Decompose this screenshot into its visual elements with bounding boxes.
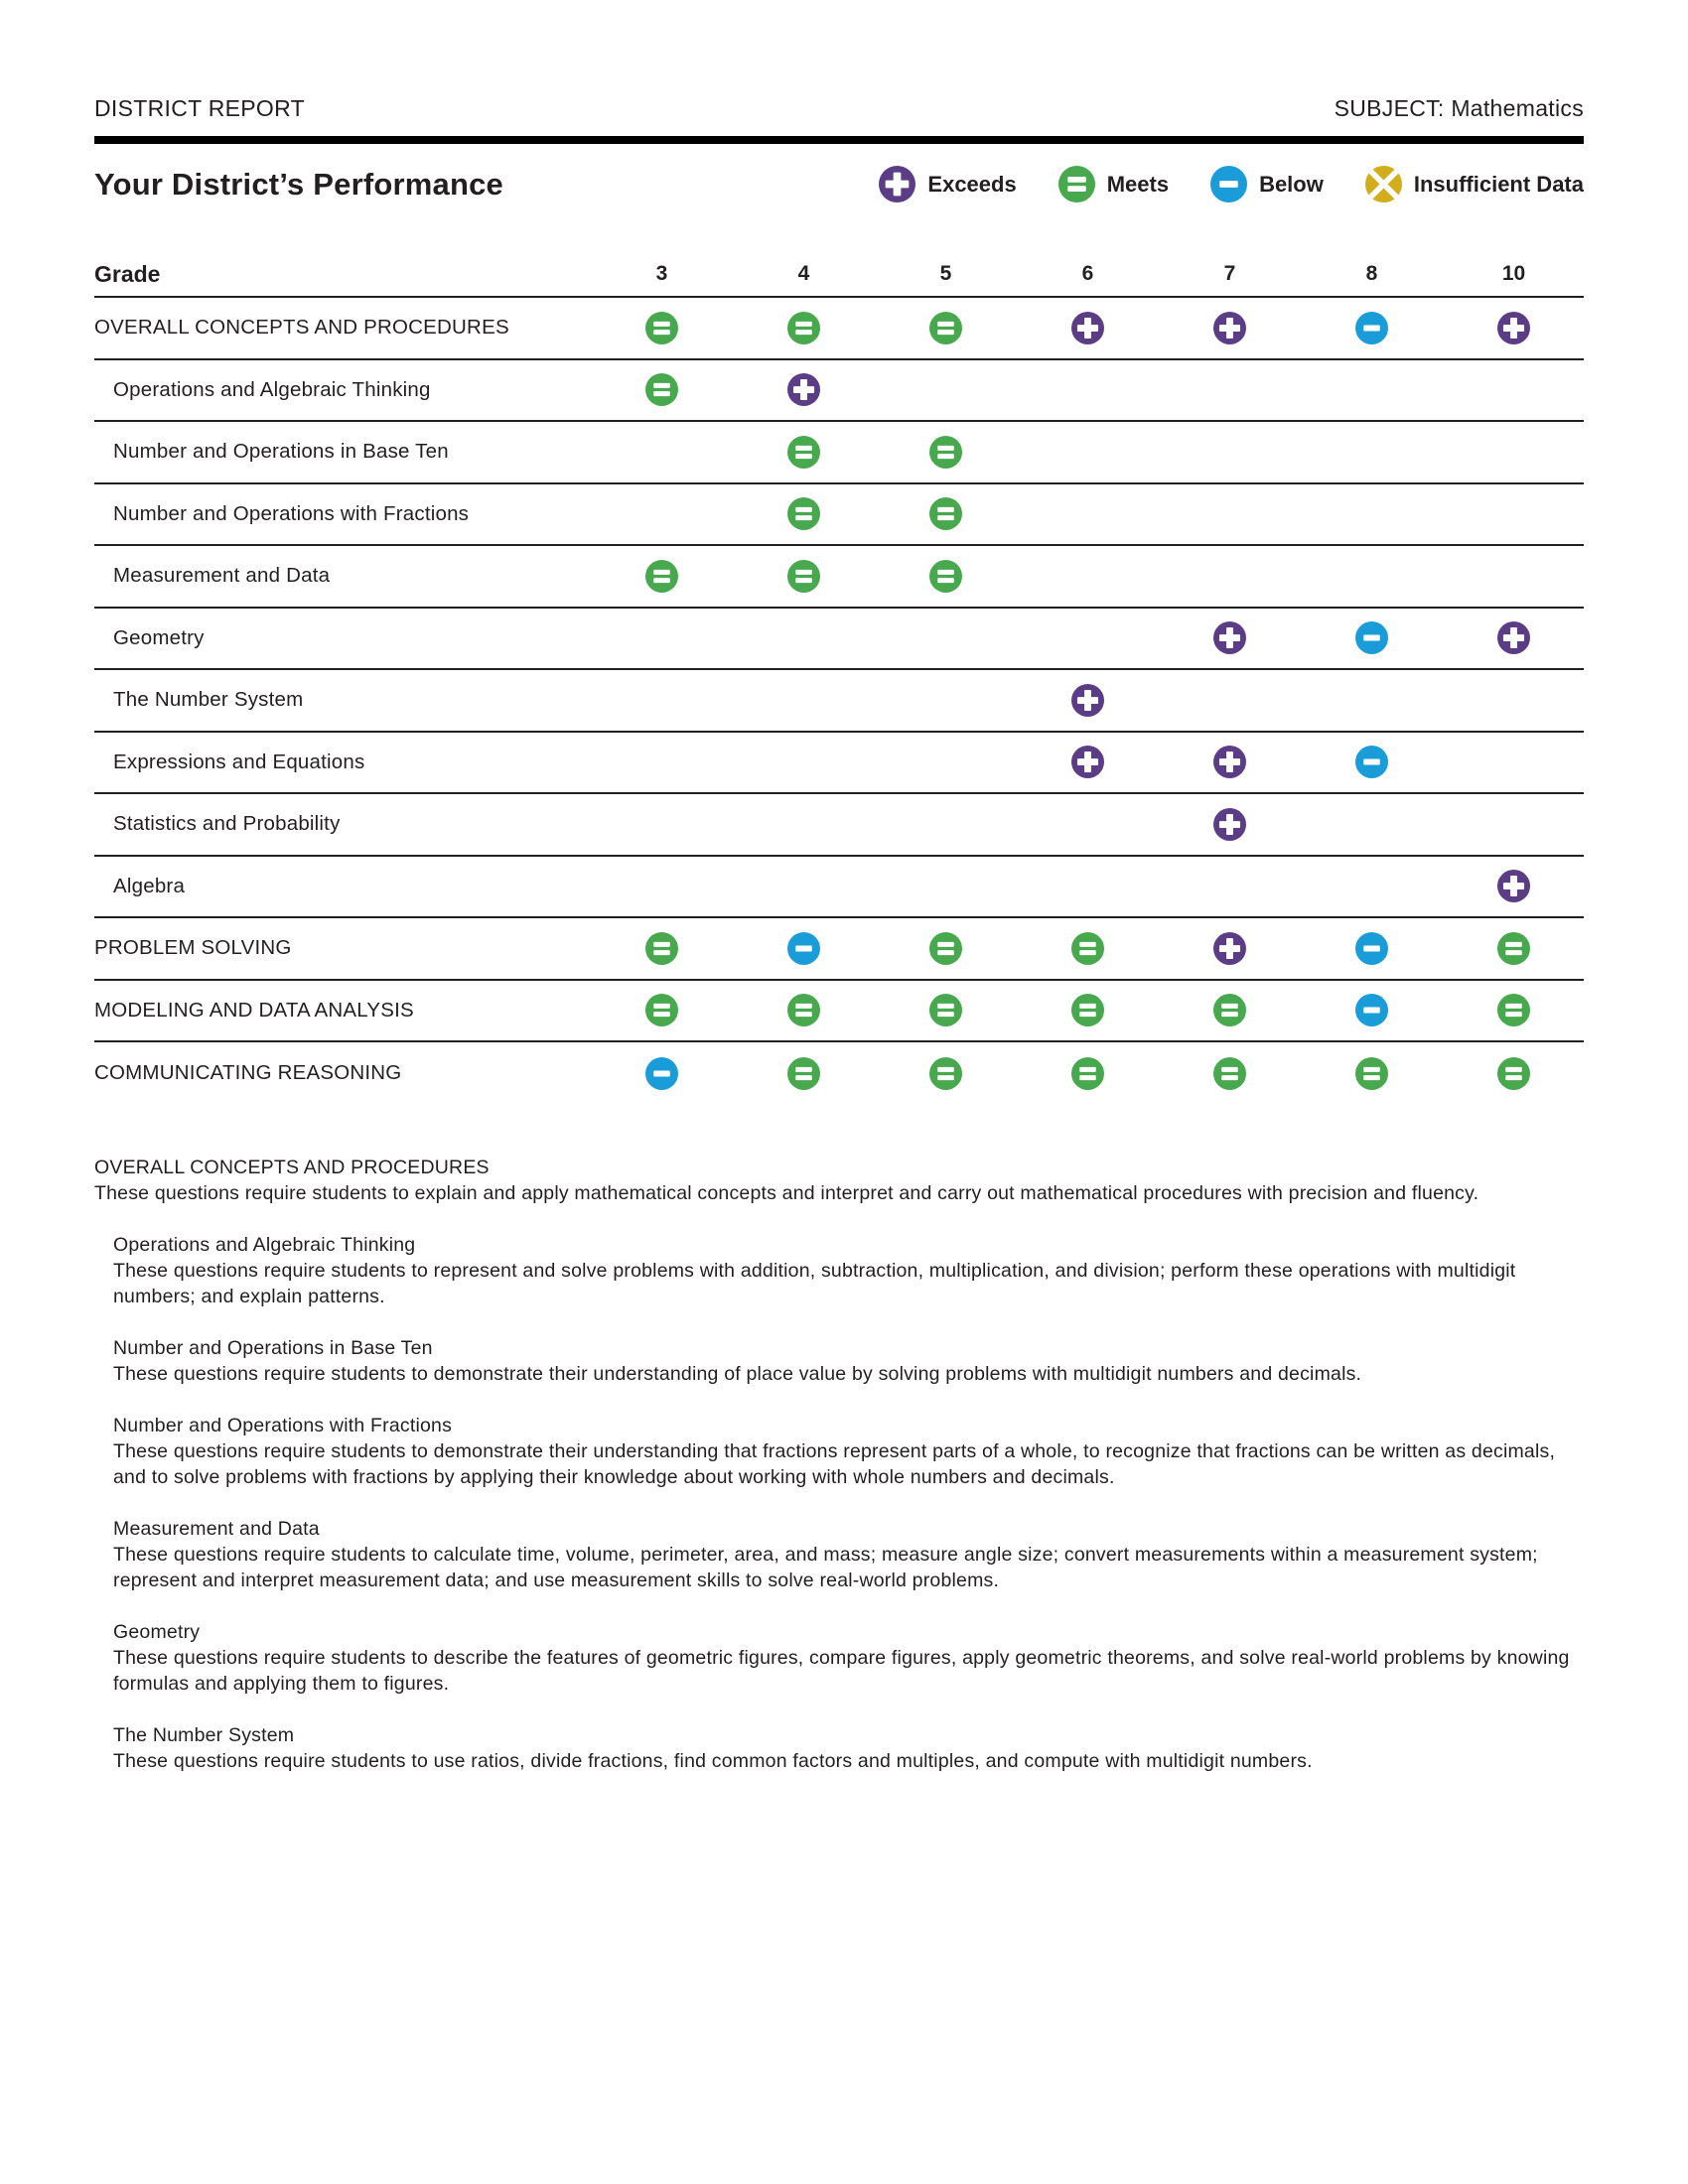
table-row [94,360,1584,423]
page-title: Your District’s Performance [94,166,503,202]
row-label: COMMUNICATING REASONING [94,1061,402,1085]
table-row [94,981,1584,1043]
meets-icon [929,560,962,593]
below-icon [787,932,820,965]
description-section [94,1155,1584,1206]
grade-cell [1017,1057,1159,1090]
section-title: The Number System [113,1723,295,1746]
row-label: The Number System [113,688,304,712]
below-icon [1355,994,1388,1026]
table-row [94,794,1584,857]
row-label: Expressions and Equations [113,750,365,773]
meets-icon [929,436,962,469]
grade-header-row [94,252,1584,298]
meets-icon [1497,1057,1530,1090]
section-title: Measurement and Data [113,1517,320,1540]
row-label: Operations and Algebraic Thinking [113,377,431,401]
table-row [94,733,1584,795]
description-section [94,1413,1584,1490]
grade-cell [1301,312,1443,344]
meets-icon [1071,994,1104,1026]
grade-cell [1301,994,1443,1026]
report-header [94,95,1584,122]
header-divider [94,136,1584,144]
section-body: These questions require students to use ratios, divide fractions, find common factors and multiples, and compute with multidigit numbers. [113,1749,1313,1772]
grade-cell [1159,994,1301,1026]
exceeds-icon [1071,312,1104,344]
grade-cell [1443,621,1585,654]
meets-icon [929,497,962,530]
grade-cell [875,932,1017,965]
subject-label: SUBJECT: Mathematics [1334,95,1584,121]
meets-icon [1213,994,1246,1026]
grade-cell [733,994,875,1026]
below-icon [1355,312,1388,344]
grade-cell [1443,870,1585,902]
grade-cell [1017,932,1159,965]
grade-cell [591,560,733,593]
grade-cell [1159,808,1301,841]
below-icon [645,1057,678,1090]
row-label: OVERALL CONCEPTS AND PROCEDURES [94,316,509,340]
below-icon [1355,621,1388,654]
grade-cell [1017,994,1159,1026]
exceeds-icon [879,166,915,203]
meets-icon [787,497,820,530]
grade-cell [1017,746,1159,778]
grade-cell [1159,312,1301,344]
grade-cell [875,994,1017,1026]
meets-icon [1355,1057,1388,1090]
grade-column-header: Grade [94,260,161,287]
table-row [94,857,1584,919]
meets-icon [1071,932,1104,965]
exceeds-icon [1213,808,1246,841]
insufficient-icon [1365,166,1402,203]
section-body: These questions require students to describe the features of geometric figures, compare figures, apply geometric theorems, and solve real-world problems by knowing formulas and applying them to figures. [113,1646,1570,1695]
meets-icon [929,1057,962,1090]
section-body: These questions require students to calculate time, volume, perimeter, area, and mass; measure angle size; convert measurements within a measurement system; represent and interpret measurement data; and use measurement skills to solve real-world problems. [113,1543,1538,1591]
meets-icon [645,932,678,965]
grade-cell [733,312,875,344]
row-label: Number and Operations with Fractions [113,501,470,525]
legend-item-below [1210,166,1324,203]
exceeds-icon [1213,312,1246,344]
grade-cell [1017,312,1159,344]
meets-icon [929,312,962,344]
grade-cell [1301,621,1443,654]
grade-cell [733,497,875,530]
exceeds-icon [1213,746,1246,778]
meets-icon [929,932,962,965]
grade-cell [1159,1057,1301,1090]
legend-item-insufficient [1365,166,1584,203]
row-label: MODELING AND DATA ANALYSIS [94,998,414,1022]
grade-cell [875,312,1017,344]
title-row [94,166,1584,203]
meets-icon [929,994,962,1026]
grade-cell [591,373,733,406]
grade-cell [733,436,875,469]
table-row [94,484,1584,547]
grade-number: 10 [1501,262,1526,285]
grade-cell [1443,994,1585,1026]
grade-cell [875,436,1017,469]
meets-icon [787,994,820,1026]
meets-icon [1071,1057,1104,1090]
exceeds-icon [1497,870,1530,902]
section-body: These questions require students to represent and solve problems with addition, subtraction, multiplication, and division; perform these operations with multidigit numbers; and explain patterns. [113,1259,1516,1307]
legend-label: Exceeds [927,171,1017,197]
meets-icon [1497,932,1530,965]
table-row [94,422,1584,484]
grade-cell [1301,932,1443,965]
category-descriptions [94,1155,1584,1774]
grade-cell [1443,312,1585,344]
grade-cell [875,1057,1017,1090]
section-body: These questions require students to explain and apply mathematical concepts and interpret and carry out mathematical procedures with precision and fluency. [94,1181,1479,1204]
table-row [94,918,1584,981]
section-title: OVERALL CONCEPTS AND PROCEDURES [94,1156,490,1178]
grade-cell [1301,746,1443,778]
grade-number: 8 [1365,262,1378,285]
meets-icon [645,312,678,344]
performance-table [94,252,1584,1105]
grade-cell [1159,932,1301,965]
grade-cell [875,497,1017,530]
below-icon [1355,932,1388,965]
row-label: Geometry [113,625,205,649]
grade-cell [1443,1057,1585,1090]
grade-cell [1301,1057,1443,1090]
table-row [94,670,1584,733]
grade-number: 7 [1223,262,1236,285]
grade-cell [1159,746,1301,778]
row-label: Statistics and Probability [113,812,341,836]
table-row [94,1042,1584,1105]
exceeds-icon [1497,312,1530,344]
description-section [94,1516,1584,1593]
section-title: Number and Operations in Base Ten [113,1336,433,1359]
section-title: Geometry [113,1620,201,1643]
exceeds-icon [1071,684,1104,717]
grade-cell [875,560,1017,593]
grade-cell [591,312,733,344]
description-section [94,1232,1584,1309]
grade-cell [733,932,875,965]
below-icon [1355,746,1388,778]
description-section [94,1335,1584,1387]
grade-cell [1017,684,1159,717]
section-title: Operations and Algebraic Thinking [113,1233,416,1256]
grade-cell [733,560,875,593]
grade-number: 5 [939,262,952,285]
meets-icon [645,373,678,406]
meets-icon [1058,166,1095,203]
meets-icon [787,436,820,469]
legend-label: Meets [1106,171,1170,197]
grade-cell [591,994,733,1026]
description-section [94,1722,1584,1774]
grade-cell [591,1057,733,1090]
grade-number: 4 [797,262,810,285]
meets-icon [1213,1057,1246,1090]
legend [879,166,1584,203]
exceeds-icon [1213,932,1246,965]
meets-icon [787,312,820,344]
row-label: Algebra [113,874,186,897]
table-row [94,609,1584,671]
table-row [94,546,1584,609]
row-label: PROBLEM SOLVING [94,936,292,960]
grade-cell [733,373,875,406]
legend-label: Insufficient Data [1413,171,1584,197]
exceeds-icon [1071,746,1104,778]
section-body: These questions require students to demonstrate their understanding that fractions represent parts of a whole, to recognize that fractions can be written as decimals, and to solve problems with fractions by applying their knowledge about working with whole numbers and decimals. [113,1439,1556,1488]
grade-cell [733,1057,875,1090]
row-label: Measurement and Data [113,564,331,588]
grade-cell [1159,621,1301,654]
below-icon [1210,166,1247,203]
exceeds-icon [787,373,820,406]
legend-item-meets [1058,166,1169,203]
report-type-label: DISTRICT REPORT [94,95,305,121]
exceeds-icon [1497,621,1530,654]
exceeds-icon [1213,621,1246,654]
legend-label: Below [1259,171,1324,197]
table-row [94,298,1584,360]
meets-icon [787,560,820,593]
meets-icon [787,1057,820,1090]
meets-icon [645,560,678,593]
row-label: Number and Operations in Base Ten [113,440,449,464]
grade-number: 3 [655,262,668,285]
grade-number: 6 [1081,262,1094,285]
grade-cell [591,932,733,965]
legend-item-exceeds [879,166,1016,203]
meets-icon [1497,994,1530,1026]
section-title: Number and Operations with Fractions [113,1414,453,1436]
description-section [94,1619,1584,1697]
meets-icon [645,994,678,1026]
grade-cell [1443,932,1585,965]
section-body: These questions require students to demonstrate their understanding of place value by solving problems with multidigit numbers and decimals. [113,1362,1362,1385]
